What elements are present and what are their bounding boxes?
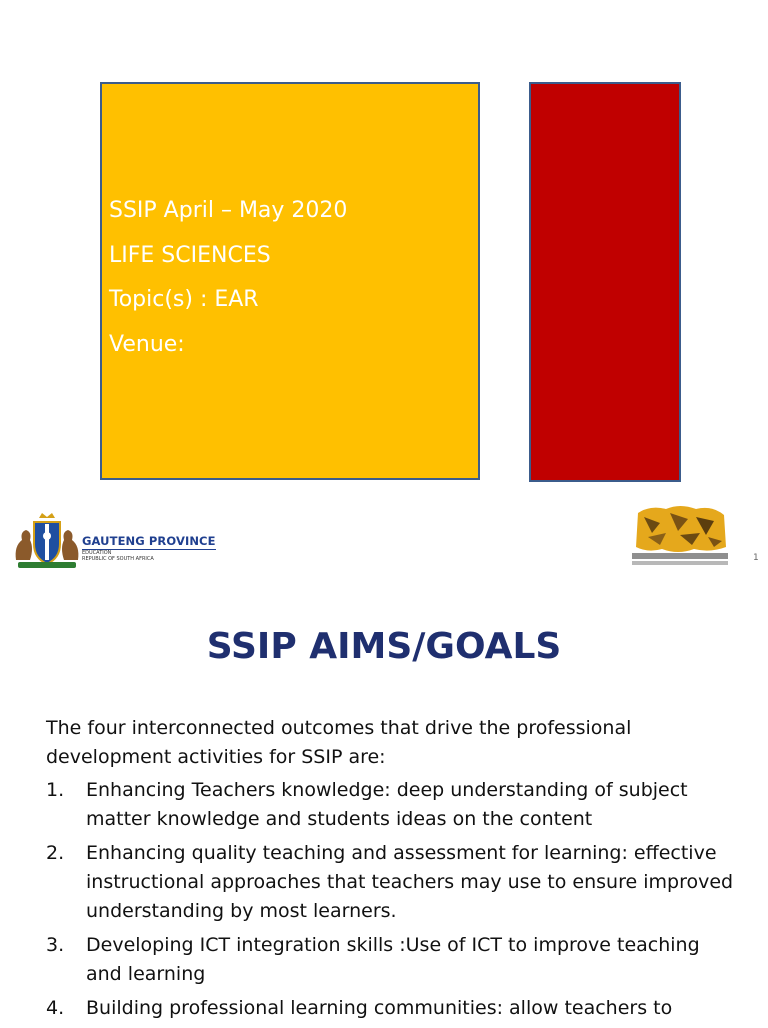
- list-item: [46, 839, 736, 926]
- item-number: 2.: [46, 842, 65, 864]
- item-number: 4.: [46, 997, 65, 1019]
- title-lines: [109, 189, 347, 367]
- slide-2: [0, 590, 768, 1024]
- slide-title: SSIP AIMS/GOALS: [206, 626, 562, 667]
- gauteng-sub-education: EDUCATION: [82, 550, 112, 556]
- school-logo: [630, 503, 730, 569]
- item-text: Enhancing quality teaching and assessment for learning: effective instructional approaches that teachers may use to ensure improved understanding by most learners.: [86, 842, 734, 922]
- red-panel: [529, 82, 681, 482]
- venue-line: Venue:: [109, 331, 185, 357]
- item-number: 3.: [46, 934, 65, 956]
- school-emblem-icon: [630, 503, 730, 569]
- list-item: [46, 776, 736, 834]
- gauteng-logo: [12, 510, 216, 572]
- subject-line: LIFE SCIENCES: [109, 242, 271, 268]
- page-number: 1: [753, 553, 759, 563]
- gauteng-title: GAUTENG PROVINCE: [82, 534, 216, 548]
- intro-paragraph: The four interconnected outcomes that drive the professional development activities for SSIP are:: [46, 717, 632, 768]
- list-item: [46, 994, 736, 1023]
- item-text: Enhancing Teachers knowledge: deep understanding of subject matter knowledge and students ideas on the content: [86, 779, 688, 830]
- outcomes-list: [46, 776, 736, 1023]
- slide-body: [46, 714, 736, 1028]
- coat-of-arms-icon: [12, 510, 82, 572]
- session-line: SSIP April – May 2020: [109, 198, 348, 223]
- item-text: Building professional learning communities: allow teachers to: [86, 997, 673, 1019]
- gauteng-text: [82, 534, 216, 562]
- list-item: [46, 931, 736, 989]
- item-number: 1.: [46, 779, 65, 801]
- item-text: Developing ICT integration skills :Use of ICT to improve teaching and learning: [86, 934, 700, 985]
- topic-line: Topic(s) : EAR: [109, 287, 259, 312]
- gauteng-sub-country: REPUBLIC OF SOUTH AFRICA: [82, 556, 154, 562]
- title-box: [100, 82, 480, 480]
